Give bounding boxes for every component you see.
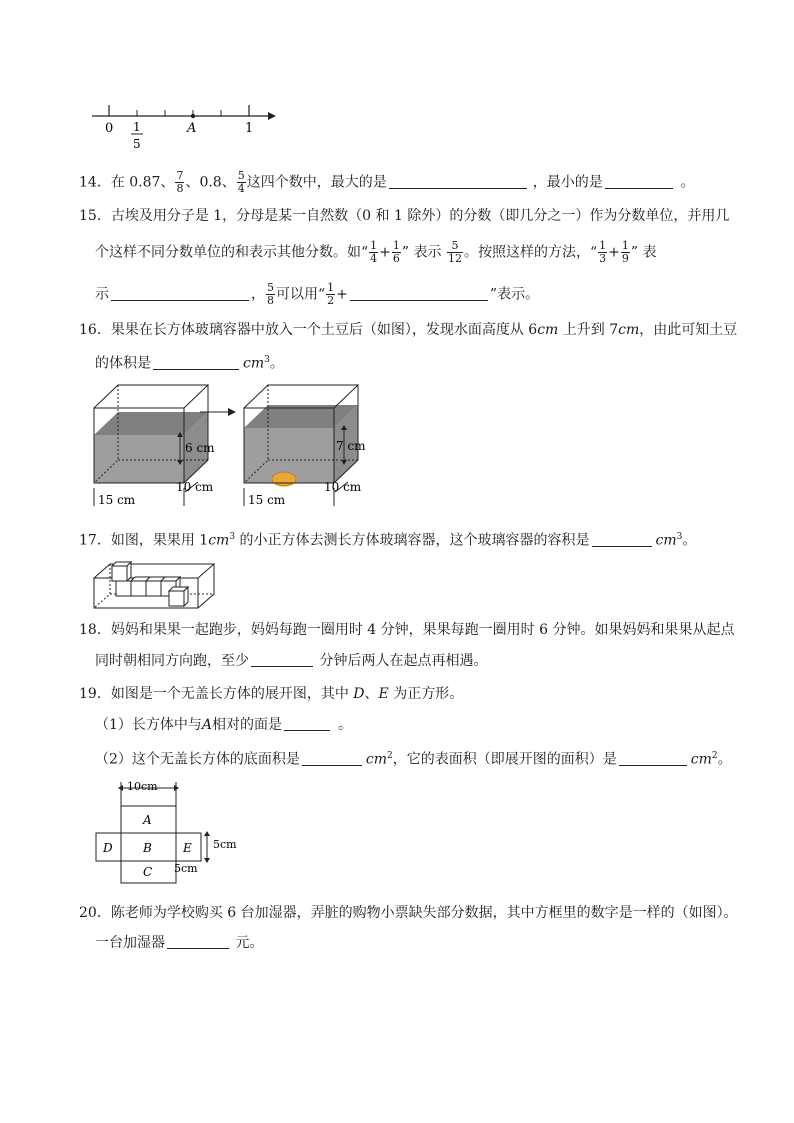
- fraction-5-8: $\frac{5}{8}$: [267, 281, 274, 307]
- fraction-1-2: $\frac{1}{2}$: [327, 281, 335, 307]
- answer-blank-opposite-face[interactable]: [284, 716, 330, 731]
- unit-cubes: [112, 562, 188, 606]
- question-number: 18．: [79, 622, 111, 638]
- arrow-right-icon: [228, 408, 236, 416]
- height-label-6cm: 6 cm: [185, 441, 215, 455]
- question-number: 14．: [79, 174, 111, 191]
- answer-blank-largest[interactable]: [389, 174, 527, 189]
- fraction-5-12: $\frac{5}{12}$: [447, 239, 462, 265]
- q14-text: 在 0.87、: [110, 174, 175, 191]
- label-frac-numerator: 1: [133, 120, 141, 134]
- answer-blank-volume[interactable]: [153, 355, 239, 370]
- question-17: 17．如图，果果用 $1cm^3$ 的小正方体去测长方体玻璃容器，这个玻璃容器的容积是 $cm^3$。: [79, 532, 697, 549]
- box-net-figure: [90, 776, 250, 886]
- container-before: [94, 385, 215, 507]
- question-19: 19．如图是一个无盖长方体的展开图，其中 D、E 为正方形。: [79, 686, 464, 702]
- depth-label: 10 cm: [324, 480, 362, 494]
- answer-blank-price[interactable]: [167, 934, 229, 949]
- question-number: 16．: [79, 322, 111, 338]
- label-1: 1: [245, 121, 254, 136]
- right-height-label: 5cm: [213, 838, 237, 851]
- answer-blank-sum[interactable]: [111, 286, 249, 301]
- question-15-line-1: 15．古埃及用分子是 1，分母是某一自然数（0 和 1 除外）的分数（即几分之一）作为分数单位，并用几: [79, 208, 730, 224]
- question-16-line-1: 16．果果在长方体玻璃容器中放入一个土豆后（如图），发现水面高度从 6cm 上升到 7cm，由此可知土豆: [79, 322, 738, 338]
- label-frac-denominator: 5: [133, 137, 141, 151]
- question-14: 14．在 0.87、 $\frac{7}{8}$ 、0.8、 $\frac{5}{4}$ 这四个数中，最大的是 ，最小的是 。: [79, 169, 695, 195]
- question-number: 20．: [79, 905, 111, 921]
- question-18-line-1: 18．妈妈和果果一起跑步，妈妈每跑一圈用时 4 分钟，果果每跑一圈用时 6 分钟。如果妈妈和果果从起点: [79, 622, 735, 638]
- question-19-part-2: （2）这个无盖长方体的底面积是 $cm^2$，它的表面积（即展开图的面积）是 $cm^2$。: [95, 751, 732, 768]
- label-A: A: [187, 121, 197, 136]
- fraction-1-9: $\frac{1}{9}$: [621, 239, 629, 265]
- question-16-line-2: 的体积是 $cm^3$。: [95, 355, 284, 372]
- question-20-line-1: 20．陈老师为学校购买 6 台加湿器，弄脏的购物小票缺失部分数据，其中方框里的数字是一样的（如图）。: [79, 905, 738, 921]
- question-number: 17．: [79, 532, 111, 549]
- question-20-line-2: 一台加湿器 元。: [95, 935, 264, 951]
- top-width-label: 10cm: [127, 780, 158, 793]
- container-figure: [88, 380, 378, 508]
- question-19-part-1: （1）长方体中与A相对的面是 。: [95, 717, 353, 733]
- cube-box-figure: [90, 558, 220, 613]
- face-B-label: B: [143, 841, 152, 855]
- label-0: 0: [105, 121, 114, 136]
- depth-label: 10 cm: [176, 480, 214, 494]
- point-A: [191, 114, 195, 118]
- fraction-5-4: $\frac{5}{4}$: [237, 169, 245, 195]
- width-label: 15 cm: [248, 493, 286, 507]
- arrow-head-icon: [268, 112, 276, 120]
- face-C-label: C: [143, 865, 153, 879]
- question-15-line-3: 示 ， $\frac{5}{8}$ 可以用“ $\frac{1}{2}$ + ”表示。: [95, 281, 540, 307]
- water-front: [94, 435, 184, 483]
- question-number: 19．: [79, 686, 111, 702]
- face-A-label: A: [143, 813, 152, 827]
- face-E-label: E: [183, 841, 192, 855]
- question-15-line-2: 个这样不同分数单位的和表示其他分数。如“ $\frac{1}{4}$ + $\frac{1}{6}$ ” 表示 $\frac{5}{12}$ 。按照这样的方法，“ $\frac{1}{3}$ + $\frac{1}{9}$ ” 表: [95, 239, 657, 265]
- fraction-1-4: $\frac{1}{4}$: [370, 239, 378, 265]
- answer-blank-fraction[interactable]: [350, 286, 488, 301]
- question-number: 15．: [79, 208, 111, 224]
- question-18-line-2: 同时朝相同方向跑，至少 分钟后两人在起点再相遇。: [95, 653, 488, 669]
- face-D-label: D: [103, 841, 113, 855]
- answer-blank-capacity[interactable]: [592, 532, 652, 547]
- fraction-1-6: $\frac{1}{6}$: [392, 239, 400, 265]
- potato-icon: [272, 472, 296, 486]
- answer-blank-base-area[interactable]: [302, 751, 362, 766]
- width-label: 15 cm: [98, 493, 136, 507]
- height-label-7cm: 7 cm: [336, 439, 366, 453]
- answer-blank-minutes[interactable]: [251, 652, 313, 667]
- fraction-1-3: $\frac{1}{3}$: [599, 239, 607, 265]
- number-line-figure: [88, 100, 278, 152]
- answer-blank-smallest[interactable]: [605, 174, 673, 189]
- fraction-7-8: $\frac{7}{8}$: [176, 169, 184, 195]
- container-after: [244, 385, 366, 507]
- answer-blank-surface-area[interactable]: [619, 751, 687, 766]
- bottom-width-label: 5cm: [174, 862, 198, 875]
